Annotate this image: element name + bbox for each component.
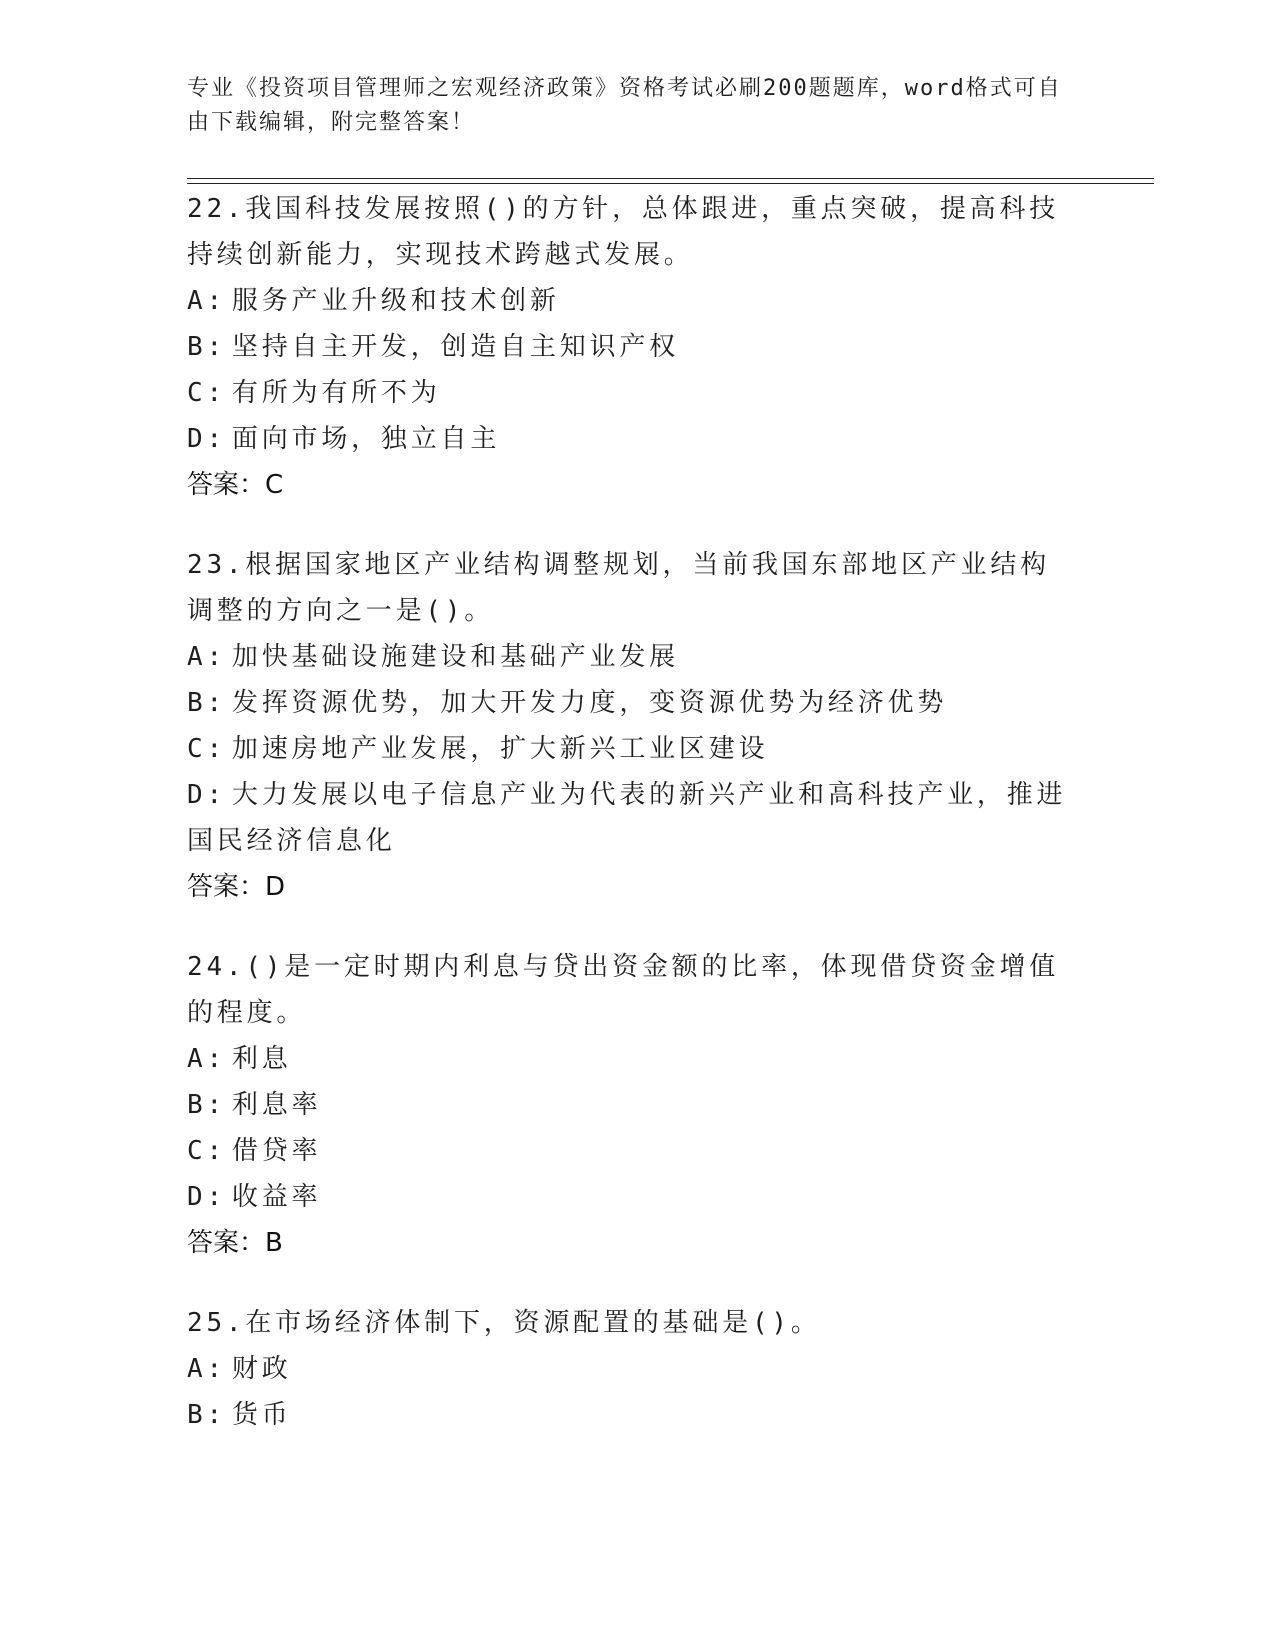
question-23 — [187, 542, 1077, 910]
option-text: 利息 — [231, 1044, 292, 1074]
header-divider-bottom — [187, 183, 1154, 184]
option-text: 服务产业升级和技术创新 — [231, 286, 560, 316]
option-letter: B: — [187, 1400, 226, 1430]
question-22 — [187, 186, 1077, 508]
option-text: 加速房地产业发展，扩大新兴工业区建设 — [231, 734, 769, 764]
question-list — [187, 186, 1077, 1472]
option-letter: D: — [187, 780, 226, 810]
option-b — [187, 680, 1077, 726]
option-letter: D: — [187, 1182, 226, 1212]
option-letter: A: — [187, 286, 226, 316]
option-letter: A: — [187, 642, 226, 672]
option-c — [187, 370, 1077, 416]
option-d — [187, 416, 1077, 462]
option-b — [187, 324, 1077, 370]
option-c — [187, 726, 1077, 772]
option-a — [187, 1036, 1077, 1082]
option-letter: C: — [187, 378, 226, 408]
question-stem: 22.我国科技发展按照()的方针，总体跟进，重点突破，提高科技持续创新能力，实现技术跨越式发展。 — [187, 194, 1060, 270]
option-text: 坚持自主开发，创造自主知识产权 — [231, 332, 679, 362]
question-stem: 23.根据国家地区产业结构调整规划，当前我国东部地区产业结构调整的方向之一是()。 — [187, 550, 1050, 626]
option-text: 财政 — [231, 1354, 292, 1384]
answer-line: 答案：D — [187, 872, 286, 902]
option-c — [187, 1128, 1077, 1174]
option-letter: D: — [187, 424, 226, 454]
option-text: 借贷率 — [231, 1136, 322, 1166]
option-text: 大力发展以电子信息产业为代表的新兴产业和高科技产业，推进国民经济信息化 — [187, 780, 1067, 856]
answer-line: 答案：B — [187, 1228, 283, 1258]
option-letter: B: — [187, 332, 226, 362]
option-letter: B: — [187, 1090, 226, 1120]
document-header: 专业《投资项目管理师之宏观经济政策》资格考试必刷200题题库，word格式可自由下载编辑，附完整答案！ — [187, 76, 1062, 135]
option-text: 发挥资源优势，加大开发力度，变资源优势为经济优势 — [231, 688, 948, 718]
question-stem: 24.()是一定时期内利息与贷出资金额的比率，体现借贷资金增值的程度。 — [187, 952, 1060, 1028]
question-24 — [187, 944, 1077, 1266]
option-d — [187, 1174, 1077, 1220]
option-text: 面向市场，独立自主 — [231, 424, 501, 454]
option-text: 加快基础设施建设和基础产业发展 — [231, 642, 679, 672]
option-a — [187, 278, 1077, 324]
question-25 — [187, 1300, 1077, 1438]
answer-line: 答案：C — [187, 470, 284, 500]
option-b — [187, 1392, 1077, 1438]
option-a — [187, 634, 1077, 680]
option-text: 利息率 — [231, 1090, 322, 1120]
option-d — [187, 772, 1077, 864]
question-stem: 25.在市场经济体制下，资源配置的基础是()。 — [187, 1308, 821, 1338]
header-divider-top — [187, 178, 1154, 179]
option-text: 有所为有所不为 — [231, 378, 441, 408]
option-letter: A: — [187, 1044, 226, 1074]
option-b — [187, 1082, 1077, 1128]
option-letter: A: — [187, 1354, 226, 1384]
option-text: 收益率 — [231, 1182, 322, 1212]
option-letter: C: — [187, 734, 226, 764]
option-text: 货币 — [231, 1400, 292, 1430]
option-letter: C: — [187, 1136, 226, 1166]
option-letter: B: — [187, 688, 226, 718]
option-a — [187, 1346, 1077, 1392]
